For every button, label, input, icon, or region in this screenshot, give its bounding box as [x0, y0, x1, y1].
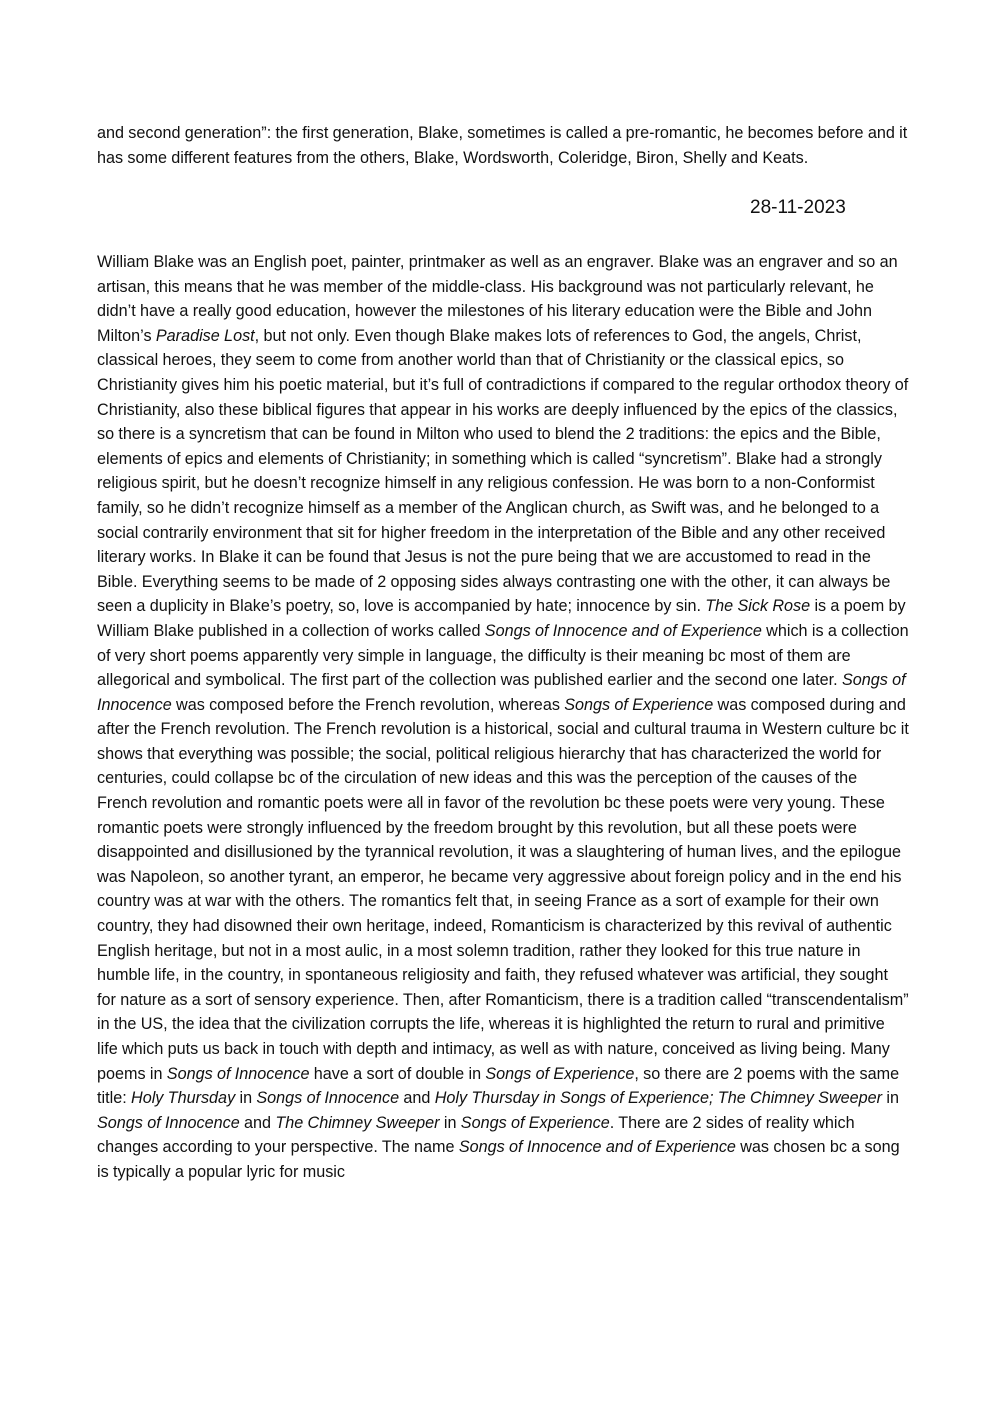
paragraph-text: and [239, 1113, 276, 1132]
italic-title: Holy Thursday in Songs of Experience; The Chimney Sweeper [434, 1089, 883, 1108]
paragraph-text: was composed during and after the French revolution. The French revolution is a historical, social and cultural trauma in Western culture bc it shows that everything was possible; the social, political religious hierarchy that has characterized the world for centuries, could collapse bc of the circulation of new ideas and this was the perception of the causes of the French revolution and romantic poets were all in favor of the revolution bc these poets were very young. These romantic poets were strongly influenced by the freedom brought by this revolution, but all these poets were disappointed and disillusioned by the tyrannical revolution, it was a slaughtering of human lives, and the epilogue was Napoleon, so another tyrant, an emperor, he became very aggressive about foreign policy and in the end his country was at war with the others. The romantics felt that, in seeing France as a sort of example for their own country, they had disowned their own heritage, indeed, Romanticism is characterized by this revival of authentic English heritage, but not in a most aulic, in a most solemn tradition, rather they looked for this true nature in humble life, in the country, in spontaneous religiosity and faith, they refused whatever was artificial, they sought for nature as a sort of sensory experience. Then, after Romanticism, there is a tradition called “transcendentalism” in the US, the idea that the civilization corrupts the life, whereas it is highlighted the return to rural and primitive life which puts us back in touch with depth and intimacy, as well as with nature, conceived as living being. Many poems in [97, 695, 909, 1083]
paragraph-text: William Blake was an English poet, painter, printmaker as well as an engraver. Blake was an engraver and so an artisan, this means that he was member of the middle-class. His background was not particularly relevant, he didn’t have a really good education, however the milestones of his literary education were the Bible and John Milton’s [97, 253, 898, 345]
italic-title: Songs of Innocence [166, 1064, 310, 1083]
paragraph-text: and [399, 1089, 435, 1108]
paragraph-text: is a poem by William Blake published in a collection of works called [97, 597, 906, 640]
italic-title: Songs of Innocence and of Experience [458, 1138, 736, 1157]
intro-paragraph: and second generation”: the first generation, Blake, sometimes is called a pre-romantic, he becomes before and it has some different features from the others, Blake, Wordsworth, Coleridge, Biron, Shelly and Keats. [97, 124, 908, 167]
italic-title: Songs of Innocence [97, 1113, 240, 1132]
main-paragraph [97, 250, 909, 1185]
paragraph-text: in [235, 1089, 257, 1108]
italic-title: Songs of Innocence and of Experience [484, 621, 762, 640]
paragraph-text: which is a collection of very short poems apparently very simple in language, the difficulty is their meaning bc most of them are allegorical and symbolical. The first part of the collection was published earlier and the second one later. [97, 621, 909, 690]
italic-title: Songs of Experience [485, 1064, 635, 1083]
italic-title: The Sick Rose [705, 597, 811, 616]
italic-title: Songs of Innocence [256, 1089, 400, 1108]
date-heading: 28-11-2023 [750, 197, 846, 218]
italic-title: Paradise Lost [155, 326, 255, 345]
paragraph-text: was chosen bc a song is typically a popular lyric for music [97, 1138, 900, 1181]
paragraph-text: , but not only. Even though Blake makes lots of references to God, the angels, Christ, classical heroes, they seem to come from another world than that of Christianity or the classical epics, so Christianity gives him his poetic material, but it’s full of contradictions if compared to the regular orthodox theory of Christianity, also these biblical figures that appear in his works are deeply influenced by the epics of the classics, so there is a syncretism that can be found in Milton who used to blend the 2 traditions: the epics and the Bible, elements of epics and elements of Christianity; in something which is called “syncretism”. Blake had a strongly religious spirit, but he doesn’t recognize himself in any religious confession. He was born to a non-Conformist family, so he didn’t recognize himself as a member of the Anglican church, as Swift was, and he belonged to a social contrarily environment that sit for higher freedom in the interpretation of the Bible and any other received literary works. In Blake it can be found that Jesus is not the pure being that we are accustomed to read in the Bible. Everything seems to be made of 2 opposing sides always contrasting one with the other, it can always be seen a duplicity in Blake’s poetry, so, love is accompanied by hate; innocence by sin. [97, 326, 909, 616]
paragraph-text: was composed before the French revolution, whereas [171, 695, 565, 714]
paragraph-text: . There are 2 sides of reality which changes according to your perspective. The name [97, 1113, 855, 1157]
paragraph-text: , so there are 2 poems with the same title: [97, 1064, 900, 1108]
paragraph-text: in [882, 1089, 899, 1108]
italic-title: The Chimney Sweeper [275, 1113, 440, 1132]
italic-title: Songs of Experience [460, 1113, 610, 1132]
paragraph-text: have a sort of double in [309, 1064, 486, 1083]
paragraph-text: in [439, 1113, 461, 1132]
italic-title: Songs of Innocence [97, 671, 906, 714]
italic-title: Holy Thursday [131, 1089, 236, 1108]
italic-title: Songs of Experience [564, 695, 714, 714]
